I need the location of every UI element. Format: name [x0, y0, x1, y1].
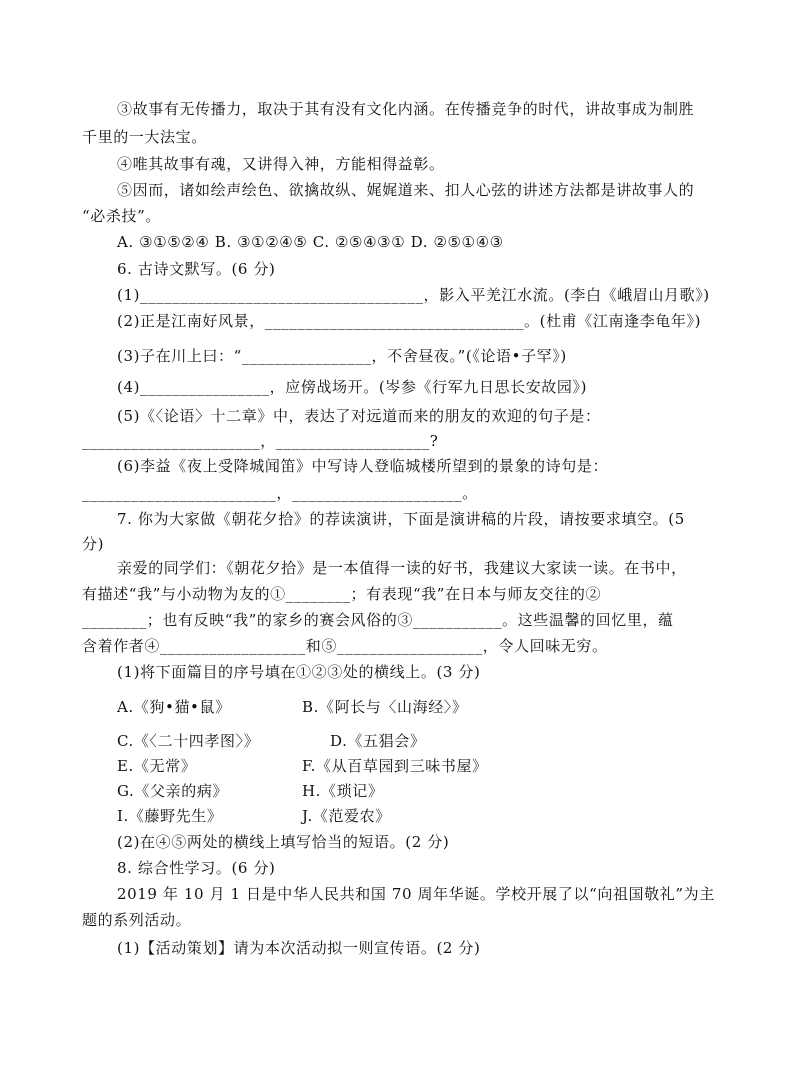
option-a: A.《狗•猫•鼠》: [117, 698, 231, 716]
option-f: F.《从百草园到三味书屋》: [302, 757, 488, 775]
option-g: G.《父亲的病》: [117, 782, 229, 800]
question-8-sub-1: (1)【活动策划】请为本次活动拟一则宣传语。(2 分): [117, 939, 481, 957]
question-7-sub-2: (2)在④⑤两处的横线上填写恰当的短语。(2 分): [117, 833, 450, 851]
speech-line: 含着作者④__________________和⑤__________________，令人回味无穷。: [82, 637, 608, 655]
option-c: C.《〈二十四孝图〉》: [117, 732, 260, 750]
question-6-item-2: (2)正是江南好风景，________________________________。(杜甫《江南逢李龟年》): [117, 312, 702, 330]
paragraph-line: ⑤因而，诸如绘声绘色、欲擒故纵、娓娓道来、扣人心弦的讲述方法都是讲故事人的: [117, 181, 695, 199]
paragraph-line: 千里的一大法宝。: [82, 128, 207, 146]
paragraph-line: 题的系列活动。: [82, 911, 192, 929]
paragraph-line: ③故事有无传播力，取决于其有没有文化内涵。在传播竞争的时代，讲故事成为制胜: [117, 100, 695, 118]
answer-choices: A. ③①⑤②④ B. ③①②④⑤ C. ②⑤④③① D. ②⑤①④③: [117, 233, 504, 251]
question-8-heading: 8. 综合性学习。(6 分): [117, 859, 276, 877]
question-7-heading: 7. 你为大家做《朝花夕拾》的荐读演讲，下面是演讲稿的片段，请按要求填空。(5: [117, 510, 685, 528]
question-6-item-6-blanks: ________________________，_____________________。: [82, 484, 478, 502]
question-6-item-3: (3)子在川上曰：“________________，不舍昼夜。”(《论语•子罕》): [117, 347, 567, 365]
option-h: H.《琐记》: [302, 782, 384, 800]
speech-line: 有描述“我”与小动物为友的①________；有表现“我”在日本与师友交往的②: [82, 585, 602, 603]
question-6-item-1: (1)___________________________________，影入平羌江水流。(李白《峨眉山月歌》): [117, 286, 710, 304]
paragraph-line: “必杀技”。: [82, 207, 161, 225]
question-7-heading-cont: 分): [82, 535, 105, 553]
option-j: J.《范爱农》: [302, 807, 391, 825]
paragraph-line: ④唯其故事有魂，又讲得入神，方能相得益彰。: [117, 155, 445, 173]
question-6-heading: 6. 古诗文默写。(6 分): [117, 260, 276, 278]
speech-line: ________；也有反映“我”的家乡的赛会风俗的③___________。这些温馨的回忆里，蕴: [82, 611, 674, 629]
question-7-sub-1: (1)将下面篇目的序号填在①②③处的横线上。(3 分): [117, 663, 481, 681]
paragraph-line: 2019 年 10 月 1 日是中华人民共和国 70 周年华诞。学校开展了以“向祖国敬礼”为主: [117, 885, 715, 903]
option-d: D.《五猖会》: [330, 732, 426, 750]
option-i: I.《藤野先生》: [117, 807, 223, 825]
question-6-item-5: (5)《〈论语〉十二章》中，表达了对远道而来的朋友的欢迎的句子是：: [117, 407, 601, 425]
question-6-item-4: (4)________________，应傍战场开。(岑参《行军九日思长安故园》): [117, 378, 588, 396]
option-b: B.《阿长与〈山海经〉》: [302, 698, 468, 716]
question-6-item-6: (6)李益《夜上受降城闻笛》中写诗人登临城楼所望到的景象的诗句是：: [117, 457, 609, 475]
option-e: E.《无常》: [117, 757, 197, 775]
question-6-item-5-blanks: ______________________，___________________?: [82, 432, 439, 450]
speech-line: 亲爱的同学们：《朝花夕拾》是一本值得一读的好书，我建议大家读一读。在书中，: [117, 559, 687, 577]
